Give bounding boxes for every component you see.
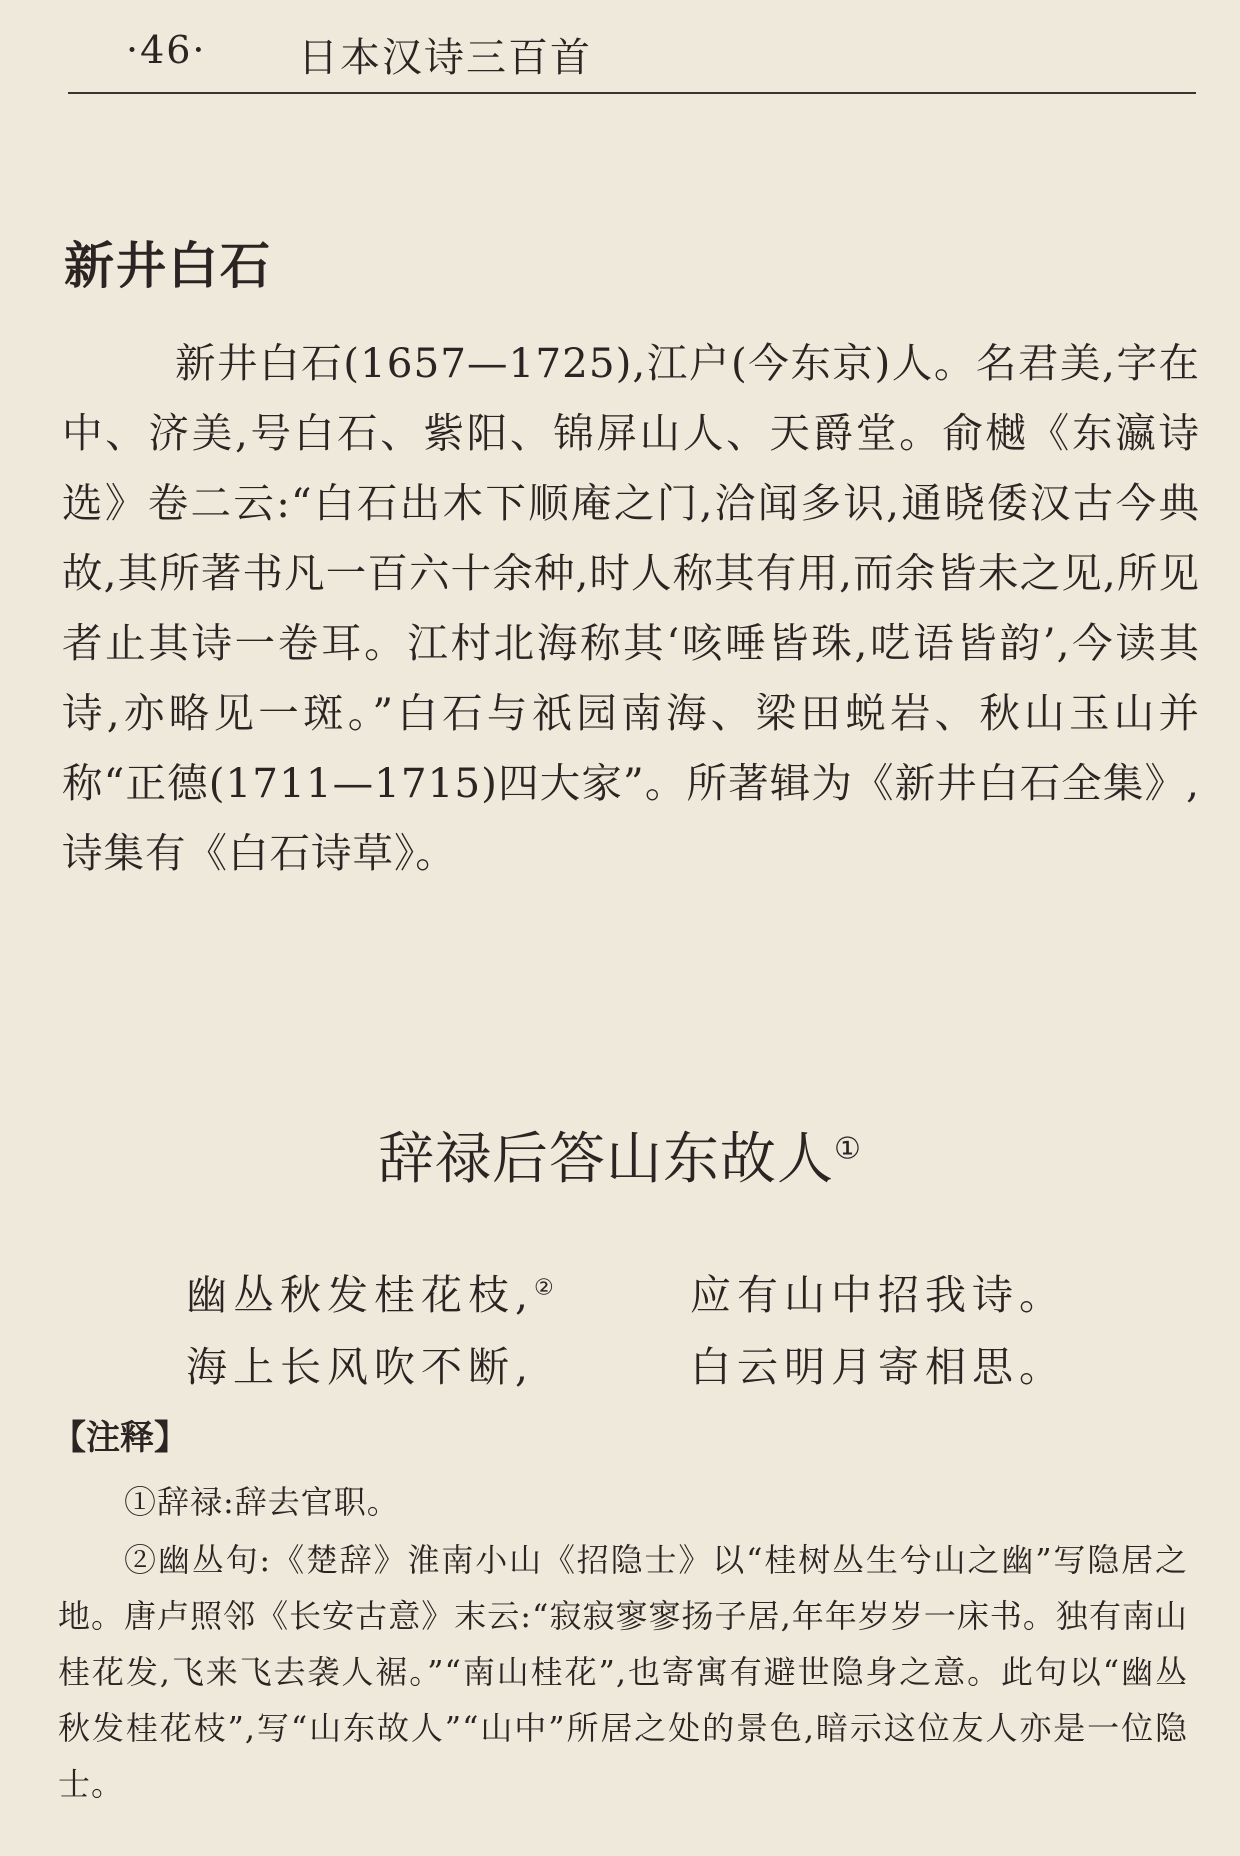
poem-title: [0, 1115, 1240, 1195]
poem-line-text: 幽丛秋发桂花枝,: [186, 1271, 535, 1319]
poem-line-text: 应有山中招我诗。: [690, 1271, 1066, 1319]
note-item: ①辞禄:辞去官职。: [124, 1483, 400, 1521]
book-title: 日本汉诗三百首: [298, 35, 592, 81]
page-number: ·46·: [126, 28, 207, 72]
author-biography: 新井白石(1657—1725),江户(今东京)人。名君美,字在中、济美,号白石、紫阳、锦屏山人、天爵堂。俞樾《东瀛诗选》卷二云:“白石出木下顺庵之门,洽闻多识,通晓倭汉古今典故,其所著书凡一百六十余种,时人称其有用,而余皆未之见,所见者止其诗一卷耳。江村北海称其‘咳唾皆珠,呓语皆韵’,今读其诗,亦略见一斑。”白石与祇园南海、梁田蜕岩、秋山玉山并称“正德(1711—1715)四大家”。所著辑为《新井白石全集》,诗集有《白石诗草》。: [62, 339, 1200, 877]
poem-title-text: 辞禄后答山东故人: [378, 1127, 835, 1192]
header-rule: [68, 92, 1196, 94]
note-item: ②幽丛句:《楚辞》淮南小山《招隐士》以“桂树丛生兮山之幽”写隐居之地。唐卢照邻《长安古意》末云:“寂寂寥寥扬子居,年年岁岁一床书。独有南山桂花发,飞来飞去袭人裾。”“南山桂花”,也寄寓有避世隐身之意。此句以“幽丛秋发桂花枝”,写“山东故人”“山中”所居之处的景色,暗示这位友人亦是一位隐士。: [58, 1541, 1188, 1803]
poem-line: [690, 1262, 1066, 1322]
poem-line: [186, 1262, 554, 1322]
poem-line: [690, 1334, 1066, 1394]
notes-heading: 【注释】: [52, 1418, 188, 1458]
poem-title-note-mark: ①: [834, 1131, 862, 1167]
poem-line-text: 海上长风吹不断,: [186, 1343, 535, 1391]
running-header: [68, 22, 1200, 92]
poem-line-text: 白云明月寄相思。: [690, 1343, 1066, 1391]
poem-line: [186, 1334, 534, 1394]
author-heading: 新井白石: [64, 237, 272, 295]
poem-line-note-mark: ②: [534, 1275, 554, 1301]
